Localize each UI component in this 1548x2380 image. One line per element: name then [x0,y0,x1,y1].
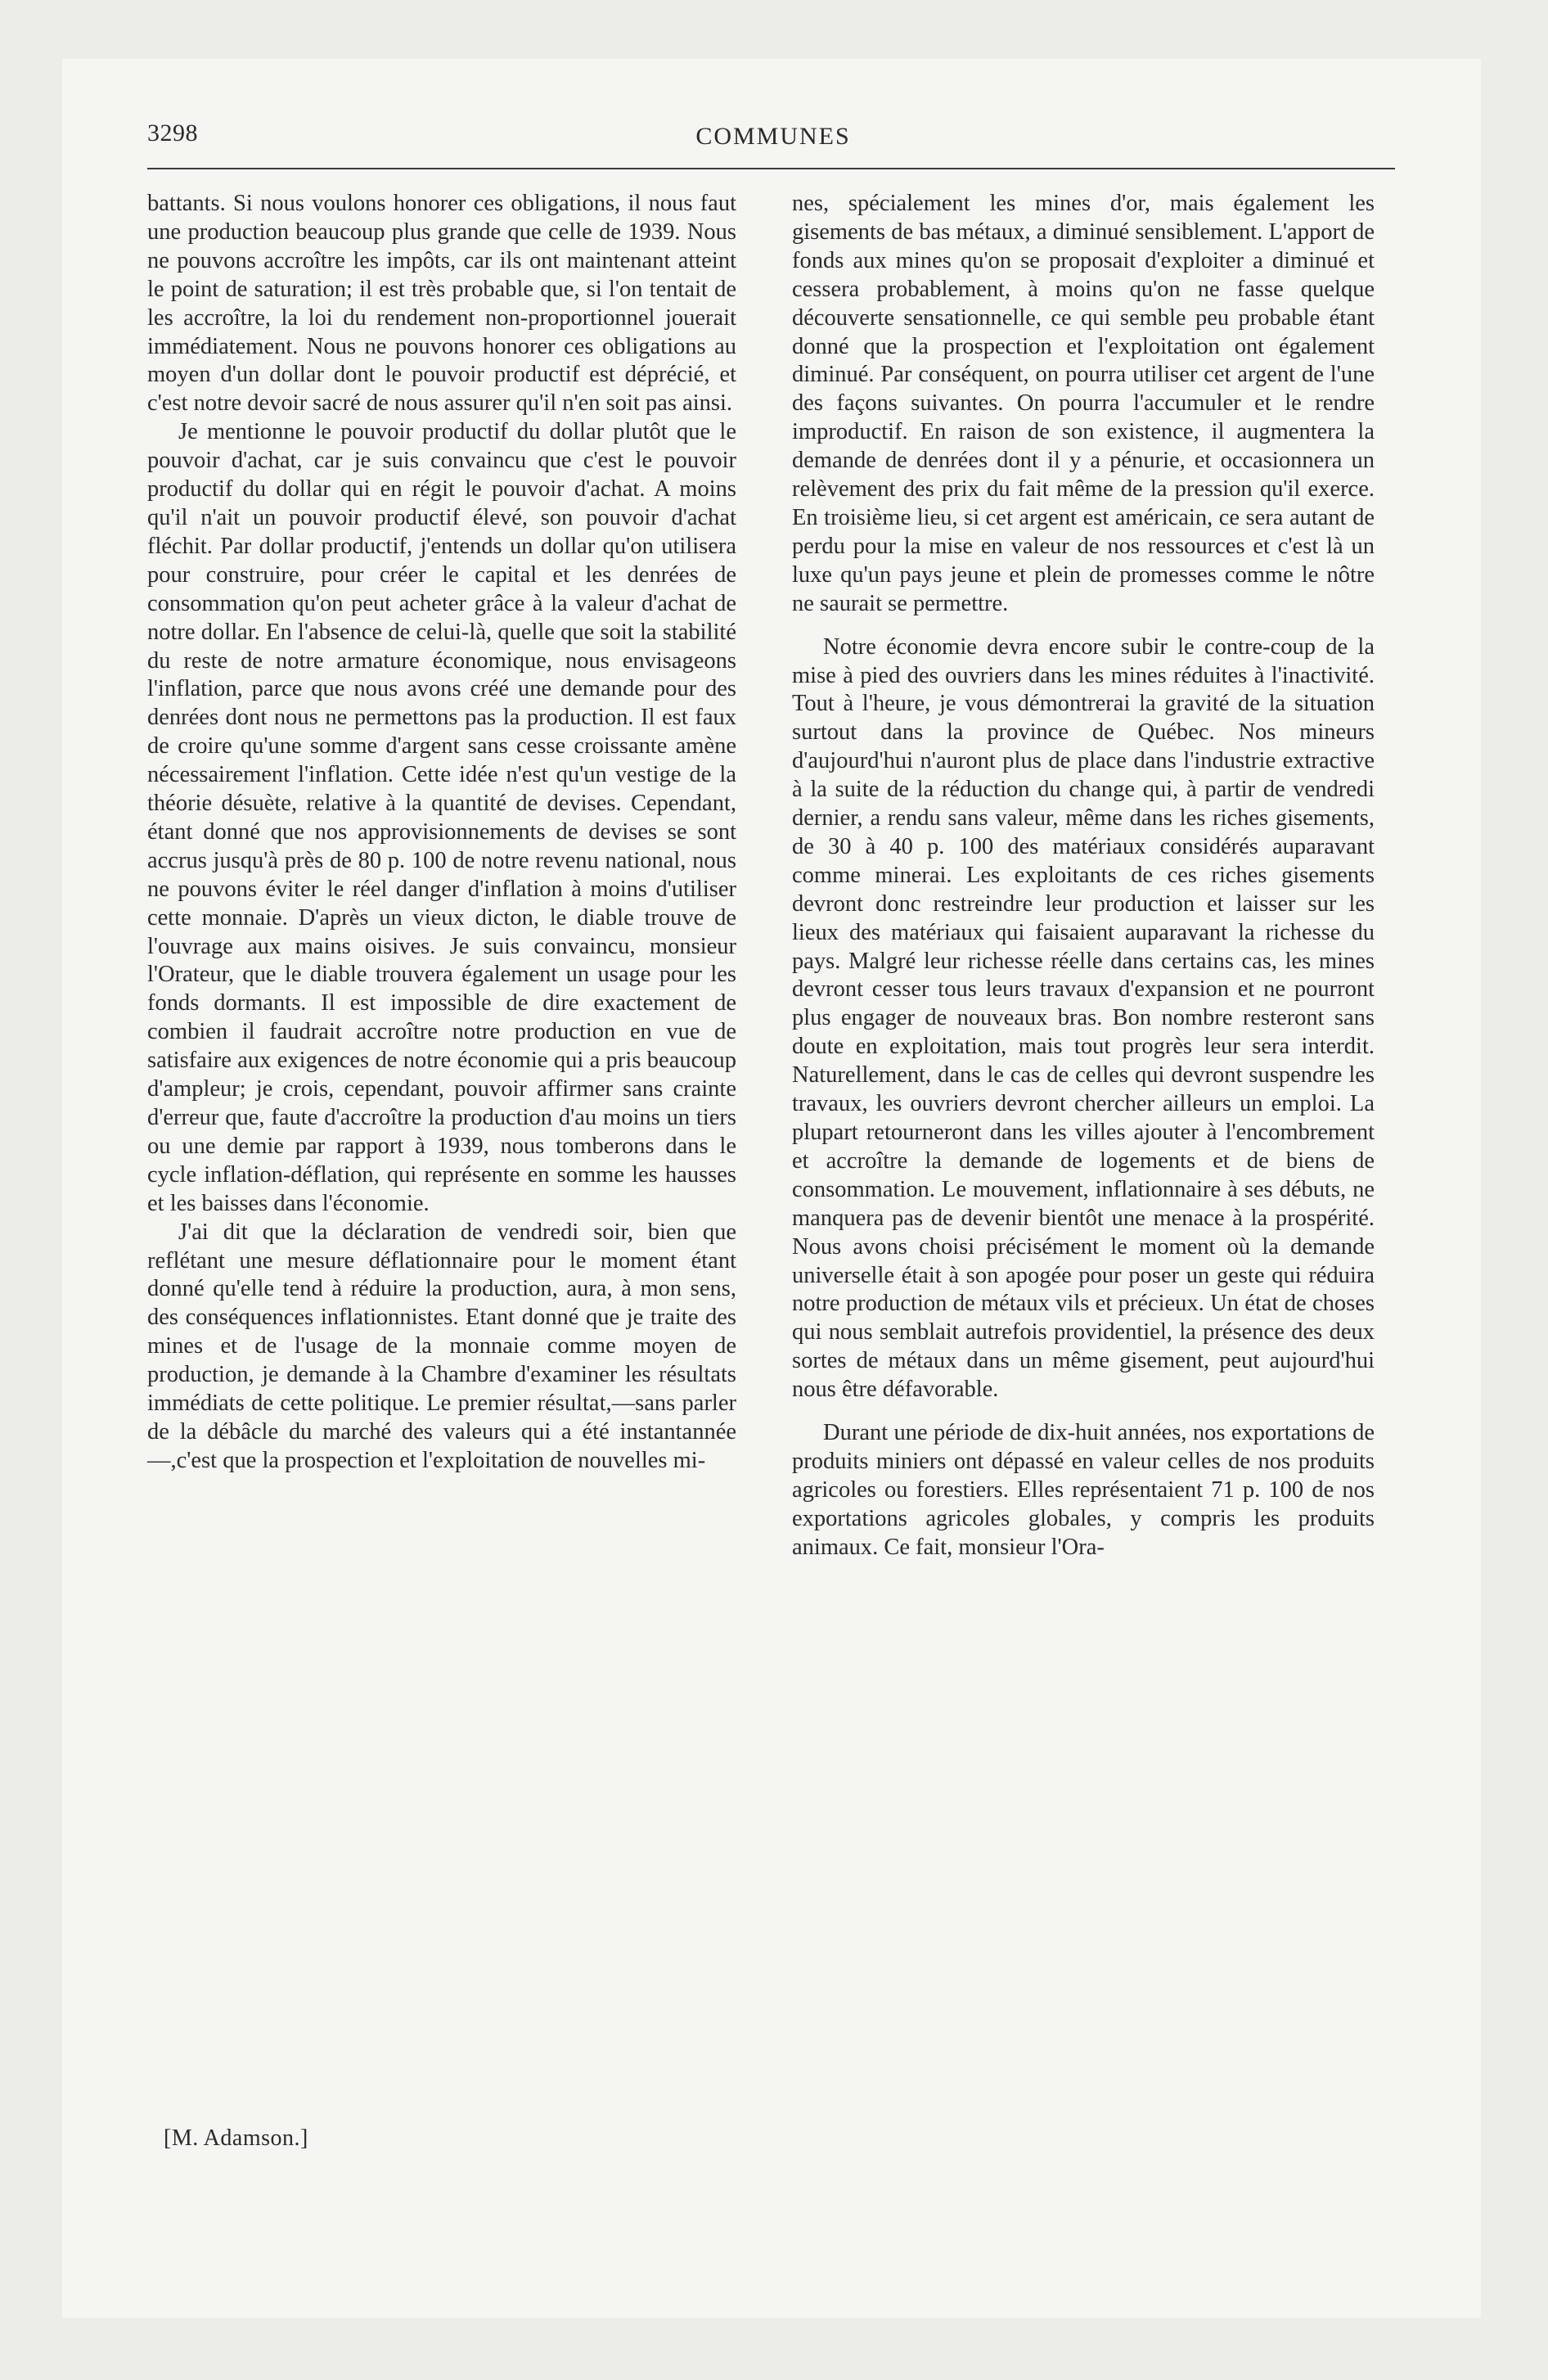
right-paragraph-3: Durant une période de dix-huit années, nos exportations de produits miniers ont dépassé en valeur celles de nos produits agricoles ou forestiers. Elles représentaient 71 p. 100 de nos exportations agricoles globales, y compris les produits animaux. Ce fait, monsieur l'Ora- [792,1420,1375,1560]
right-paragraph-2: Notre économie devra encore subir le contre-coup de la mise à pied des ouvriers dans les mines réduites à l'inactivité. Tout à l'heure, je vous démontrerai la gravité de la situation surtout dans la province de Québec. Nos mineurs d'aujourd'hui n'auront plus de place dans l'industrie extractive à la suite de la réduction du change qui, à partir de vendredi dernier, a rendu sans valeur, même dans les riches gisements, de 30 à 40 p. 100 des matériaux considérés auparavant comme minerai. Les exploitants de ces riches gisements devront donc restreindre leur production et laisser sur les lieux des matériaux qui faisaient auparavant la richesse du pays. Malgré leur richesse réelle dans certains cas, les mines devront cesser tous leurs travaux d'expansion et ne pourront plus engager de nouveaux bras. Bon nombre resteront sans doute en exploitation, mais tout progrès leur sera interdit. Naturellement, dans le cas de celles qui devront suspendre les travaux, les ouvriers devront chercher ailleurs un emploi. La plupart retourneront dans les villes ajouter à l'encombrement et accroître la demande de logements et de biens de consommation. Le mouvement, inflationnaire à ses débuts, ne manquera pas de devenir bientôt une menace à la prospérité. Nous avons choisi précisément le moment où la demande universelle était à son apogée pour poser un geste qui réduira notre production de métaux vils et précieux. Un état de choses qui nous semblait autrefois providentiel, la présence des deux sortes de métaux dans un même gisement, peut aujourd'hui nous être défavorable. [792,633,1375,1403]
left-column [147,190,736,1476]
right-column [792,190,1375,1562]
section-title: COMMUNES [695,123,851,150]
header-rule [147,168,1395,169]
right-paragraph-1: nes, spécialement les mines d'or, mais également les gisements de bas métaux, a diminué sensiblement. L'apport de fonds aux mines qu'on se proposait d'exploiter a diminué et cessera probablement, à moins qu'on ne fasse quelque découverte sensationnelle, ce qui semble peu probable étant donné que la prospection et l'exploitation ont également diminué. Par conséquent, on pourra utiliser cet argent de l'une des façons suivantes. On pourra l'accumuler et le rendre improductif. En raison de son existence, il augmentera la demande de denrées dont il y a pénurie, et occasionnera un relèvement des prix du fait même de la pression qu'il exerce. En troisième lieu, si cet argent est américain, ce sera autant de perdu pour la mise en valeur de nos ressources et c'est là un luxe qu'un pays jeune et plein de promesses comme le nôtre ne saurait se permettre. [792,191,1375,616]
speaker-note: [M. Adamson.] [164,2125,308,2151]
left-paragraph-3: J'ai dit que la déclaration de vendredi soir, bien que reflétant une mesure déflationnaire pour le moment étant donné qu'elle tend à réduire la production, aura, à mon sens, des conséquences inflationnistes. Etant donné que je traite des mines et de l'usage de la monnaie comme moyen de production, je demande à la Chambre d'examiner les résultats immédiats de cette politique. Le premier résultat,—sans parler de la débâcle du marché des valeurs qui a été instantannée—,c'est que la prospection et l'exploitation de nouvelles mi- [147,1219,736,1473]
left-paragraph-1: battants. Si nous voulons honorer ces obligations, il nous faut une production beaucoup plus grande que celle de 1939. Nous ne pouvons accroître les impôts, car ils ont maintenant atteint le point de saturation; il est très probable que, si l'on tentait de les accroître, la loi du rendement non-proportionnel jouerait immédiatement. Nous ne pouvons honorer ces obligations au moyen d'un dollar dont le pouvoir productif est déprécié, et c'est notre devoir sacré de nous assurer qu'il n'en soit pas ainsi. [147,191,736,417]
page-number: 3298 [147,119,198,146]
running-head [147,115,1399,164]
left-paragraph-2: Je mentionne le pouvoir productif du dollar plutôt que le pouvoir d'achat, car je suis convaincu que c'est le pouvoir productif du dollar qui en régit le pouvoir d'achat. A moins qu'il n'ait un pouvoir productif élevé, son pouvoir d'achat fléchit. Par dollar productif, j'entends un dollar qu'on utilisera pour construire, pour créer le capital et les denrées de consommation qu'on peut acheter grâce à la valeur d'achat de notre dollar. En l'absence de celui-là, quelle que soit la stabilité du reste de notre armature économique, nous envisageons l'inflation, parce que nous avons créé une demande pour des denrées dont nous ne permettons pas la production. Il est faux de croire qu'une somme d'argent sans cesse croissante amène nécessairement l'inflation. Cette idée n'est qu'un vestige de la théorie désuète, relative à la quantité de devises. Cependant, étant donné que nos approvisionnements de devises se sont accrus jusqu'à près de 80 p. 100 de notre revenu national, nous ne pouvons éviter le réel danger d'inflation à moins d'utiliser cette monnaie. D'après un vieux dicton, le diable trouve de l'ouvrage aux mains oisives. Je suis convaincu, monsieur l'Orateur, que le diable trouvera également un usage pour les fonds dormants. Il est impossible de dire exactement de combien il faudrait accroître notre production en vue de satisfaire aux exigences de notre économie qui a pris beaucoup d'ampleur; je crois, cependant, pouvoir affirmer sans crainte d'erreur que, faute d'accroître la production d'au moins un tiers ou une demie par rapport à 1939, nous tomberons dans le cycle inflation-déflation, qui représente en somme les hausses et les baisses dans l'économie. [147,419,736,1216]
